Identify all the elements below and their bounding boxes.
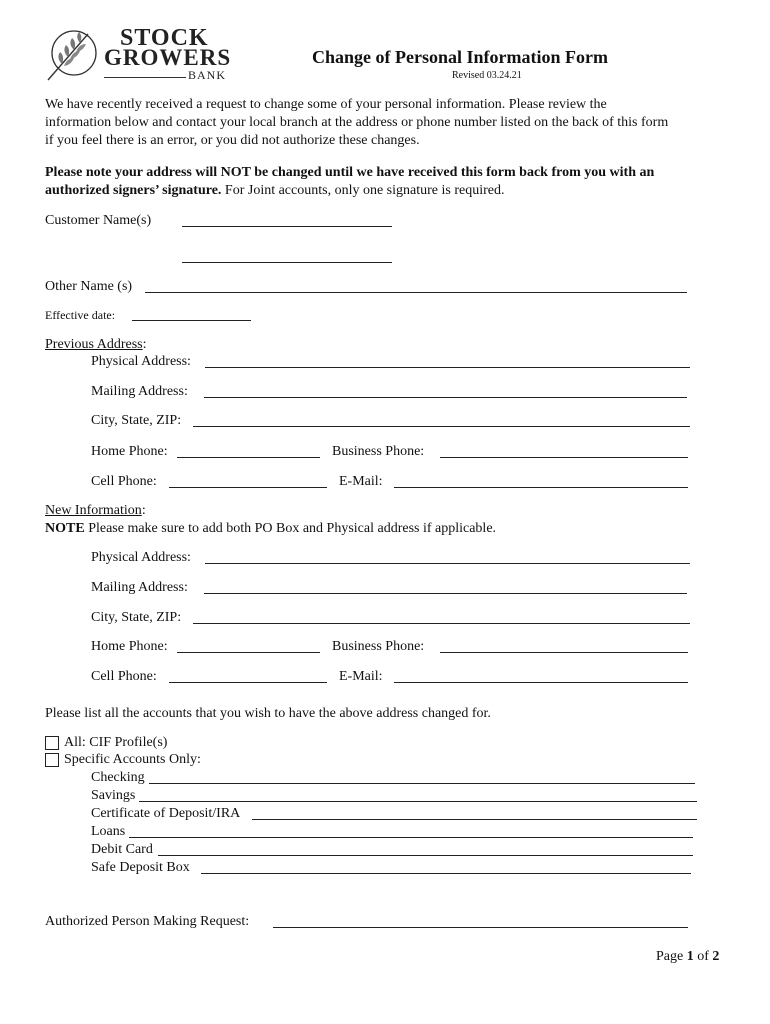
account-debit-card-field[interactable] (158, 855, 693, 856)
new-cell-phone-label: Cell Phone: (91, 669, 157, 684)
new-info-colon: : (141, 503, 146, 518)
account-savings-label: Savings (91, 788, 136, 803)
note-bold-tail: authorized signers’ signature. (45, 183, 222, 198)
account-cd-ira-label: Certificate of Deposit/IRA (91, 806, 241, 821)
logo-rule (104, 77, 186, 78)
previous-address-colon: : (142, 337, 147, 352)
form-title: Change of Personal Information Form (312, 47, 608, 67)
effective-date-label: Effective date: (45, 308, 116, 322)
page-total: 2 (712, 949, 720, 964)
prev-home-phone-label: Home Phone: (91, 444, 168, 459)
prev-city-field[interactable] (193, 426, 690, 427)
intro-line-3: if you feel there is an error, or you did not authorize these changes. (45, 133, 420, 148)
page-number: 1 (686, 949, 694, 964)
customer-name-field-2[interactable] (182, 262, 392, 263)
new-email-field[interactable] (394, 682, 688, 683)
account-checking-label: Checking (91, 770, 145, 785)
new-home-phone-label: Home Phone: (91, 639, 168, 654)
new-physical-field[interactable] (205, 563, 690, 564)
new-home-phone-field[interactable] (177, 652, 320, 653)
specific-accounts-label: Specific Accounts Only: (64, 752, 201, 767)
new-business-phone-field[interactable] (440, 652, 688, 653)
logo-line-stock: STOCK (120, 25, 209, 51)
account-savings-field[interactable] (139, 801, 697, 802)
new-mailing-label: Mailing Address: (91, 580, 188, 595)
account-safe-deposit-field[interactable] (201, 873, 691, 874)
intro-line-2: information below and contact your local branch at the address or phone number listed on the back of this form (45, 115, 669, 130)
new-cell-phone-field[interactable] (169, 682, 327, 683)
logo-line-growers: GROWERS (104, 45, 232, 70)
prev-home-phone-field[interactable] (177, 457, 320, 458)
prev-email-field[interactable] (394, 487, 688, 488)
page-word: Page (656, 949, 684, 964)
bank-logo (44, 25, 232, 84)
prev-email-label: E-Mail: (339, 474, 383, 489)
new-info-note-text: Please make sure to add both PO Box and Physical address if applicable. (84, 521, 497, 536)
of-word: of (697, 949, 709, 964)
prev-mailing-label: Mailing Address: (91, 384, 188, 399)
new-mailing-field[interactable] (204, 593, 687, 594)
account-checking-field[interactable] (149, 783, 695, 784)
prev-city-label: City, State, ZIP: (91, 413, 182, 428)
all-cif-label: All: CIF Profile(s) (64, 735, 168, 750)
other-names-field[interactable] (145, 292, 687, 293)
intro-line-1: We have recently received a request to change some of your personal information. Please review the (45, 97, 607, 112)
other-names-label: Other Name (s) (45, 279, 133, 294)
customer-name-field-1[interactable] (182, 226, 392, 227)
new-info-note (45, 520, 496, 538)
note-line-1: Please note your address will NOT be changed until we have received this form back from you with an (45, 165, 655, 180)
specific-accounts-checkbox[interactable] (45, 753, 59, 767)
new-city-field[interactable] (193, 623, 690, 624)
signature-field[interactable] (273, 927, 688, 928)
previous-address-title: Previous Address (45, 337, 143, 352)
prev-business-phone-label: Business Phone: (332, 444, 425, 459)
revision-date: Revised 03.24.21 (452, 70, 522, 81)
account-debit-card-label: Debit Card (91, 842, 153, 857)
new-physical-label: Physical Address: (91, 550, 191, 565)
account-loans-label: Loans (91, 824, 126, 839)
account-cd-ira-field[interactable] (252, 819, 697, 820)
new-info-note-label: NOTE (45, 521, 85, 536)
customer-names-label: Customer Name(s) (45, 213, 152, 228)
new-city-label: City, State, ZIP: (91, 610, 182, 625)
accounts-prompt: Please list all the accounts that you wish to have the above address changed for. (45, 706, 491, 721)
account-safe-deposit-label: Safe Deposit Box (91, 860, 190, 875)
new-business-phone-label: Business Phone: (332, 639, 425, 654)
logo-line-bank: BANK (188, 68, 227, 82)
prev-physical-field[interactable] (205, 367, 690, 368)
prev-mailing-field[interactable] (204, 397, 687, 398)
prev-cell-phone-label: Cell Phone: (91, 474, 157, 489)
wheat-logo-icon (44, 26, 104, 84)
effective-date-field[interactable] (132, 320, 251, 321)
new-email-label: E-Mail: (339, 669, 383, 684)
account-loans-field[interactable] (129, 837, 693, 838)
all-cif-checkbox[interactable] (45, 736, 59, 750)
prev-business-phone-field[interactable] (440, 457, 688, 458)
new-info-title: New Information (45, 503, 142, 518)
page-indicator (656, 948, 719, 966)
prev-cell-phone-field[interactable] (169, 487, 327, 488)
note-normal-tail: For Joint accounts, only one signature is required. (221, 183, 505, 198)
note-line-2 (45, 182, 504, 200)
previous-address-heading (45, 336, 147, 354)
prev-physical-label: Physical Address: (91, 354, 191, 369)
new-info-heading (45, 502, 146, 520)
signature-label: Authorized Person Making Request: (45, 914, 250, 929)
